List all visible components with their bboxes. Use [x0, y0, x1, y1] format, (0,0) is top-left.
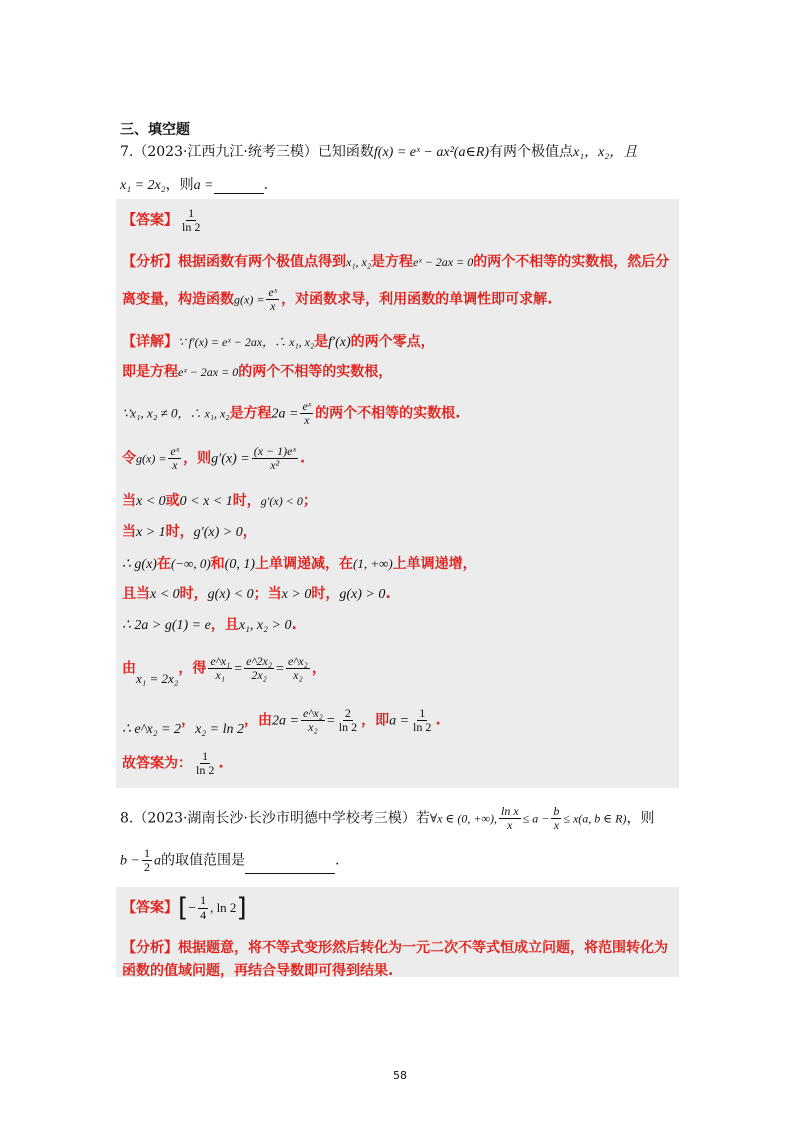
detail-text: 时，: [232, 493, 261, 509]
frac-num: e^2x₂: [246, 654, 273, 668]
analysis-math: g(x) =: [234, 292, 265, 307]
detail-frac: [337, 707, 359, 734]
detail-math: x₁, x₂ > 0: [238, 618, 292, 633]
detail-math: g′(x) =: [211, 451, 250, 467]
q8-line2: [120, 847, 339, 874]
detail-text: 是: [314, 334, 329, 350]
analysis-tag: 【分析】: [122, 940, 178, 956]
q8-frac: [499, 805, 521, 832]
detail-text: 当: [122, 524, 136, 540]
detail-math: ，∴ x₁, x₂: [177, 406, 230, 421]
frac-den: x: [553, 818, 560, 833]
frac-den: x₁: [215, 668, 226, 683]
q7-var: a =: [193, 178, 214, 193]
q7-prefix: 7.（2023·江西九江·统考三模）已知函数: [120, 144, 374, 160]
detail-text: ，: [242, 524, 257, 540]
q7-line1: [120, 141, 637, 161]
detail-text: 时，: [165, 524, 194, 540]
q8-answer: [122, 893, 247, 923]
frac-den: 2x₂: [251, 668, 267, 683]
detail-math: f′(x): [328, 335, 351, 350]
q8-blank: [245, 873, 335, 874]
detail-text: 的两个不相等的实数根，: [238, 364, 393, 380]
detail-text: 故答案为：: [122, 755, 192, 772]
frac-num: ln x: [501, 804, 519, 818]
detail-text: ；当: [253, 586, 282, 602]
page-number: 58: [393, 1069, 407, 1082]
detail-math: 2a =: [271, 406, 299, 422]
frac-den: x: [270, 299, 276, 314]
detail-text: 且当: [122, 586, 150, 602]
frac-den: ln 2: [338, 720, 358, 735]
detail-text: 或: [165, 493, 180, 509]
q8-ask: 的取值范围是: [160, 852, 245, 869]
answer-tag: 【答案】: [122, 900, 178, 916]
q7-line2: [120, 174, 268, 194]
analysis-math: eˣ − 2ax = 0: [413, 255, 474, 269]
right-bracket: ]: [236, 893, 247, 923]
detail-text: 上单调递减，在: [254, 556, 353, 572]
q8-frac: [551, 805, 561, 832]
detail-frac: [301, 707, 325, 734]
frac-num: e^x₁: [210, 654, 231, 668]
detail-text: ；: [302, 493, 317, 509]
detail-frac: [286, 655, 310, 682]
q7-mid: 有两个极值点: [489, 144, 574, 160]
answer-neg: −: [188, 901, 197, 916]
q7-analysis-line1: [122, 251, 669, 271]
analysis-text: ，对函数求导，利用函数的单调性即可求解.: [281, 291, 553, 308]
frac-num: 1: [202, 749, 209, 763]
analysis-text: 的两个不相等的实数根，然后分: [473, 254, 670, 270]
detail-math: g(x) =: [136, 451, 167, 466]
answer-rest: , ln 2: [210, 900, 237, 915]
detail-text: 在: [156, 556, 171, 572]
detail-text: 和: [210, 556, 225, 572]
detail-text: ，由: [243, 712, 272, 729]
detail-math: g(x) < 0: [207, 587, 254, 602]
q7-func: f(x) = eˣ − ax²(a∈R): [373, 145, 490, 160]
detail-text: 即是方程: [122, 364, 178, 380]
q7-detail-line3: [122, 400, 461, 427]
detail-math: eˣ − 2ax = 0: [178, 365, 239, 379]
detail-text: 的两个不相等的实数根.: [315, 405, 461, 422]
analysis-frac: [266, 286, 279, 313]
detail-text: 是方程: [229, 405, 272, 422]
q7-detail-line6: [122, 521, 257, 541]
detail-math: ，∴ x₁, x₂: [262, 335, 315, 349]
frac-den: 4: [200, 907, 207, 922]
frac-num: e^x₂: [287, 654, 308, 668]
detail-math: 2a =: [271, 713, 299, 729]
detail-text: 上单调递增，: [392, 556, 477, 572]
detail-text: .: [218, 755, 224, 772]
detail-text: 时，: [179, 586, 208, 602]
q8-analysis-line2: [122, 960, 393, 980]
detail-text: ，: [181, 712, 196, 729]
frac-num: 1: [143, 846, 150, 860]
detail-math: g′(x) < 0: [260, 494, 303, 508]
detail-text: 令: [122, 450, 136, 467]
detail-math: a =: [389, 713, 410, 729]
q7-analysis-line2: [122, 286, 552, 313]
detail-frac: [194, 750, 216, 777]
detail-math: x < 0: [150, 587, 180, 602]
q8-then: ，则: [626, 810, 655, 827]
analysis-text: 函数的值域问题，再结合导数即可得到结果.: [122, 963, 394, 979]
q7-ask: ，则: [165, 177, 194, 193]
q7-detail-line9: [122, 614, 297, 634]
detail-math: (0, 1): [224, 557, 255, 572]
frac-den: ln 2: [413, 720, 432, 735]
detail-text: ，得: [178, 660, 207, 677]
detail-math: x > 0: [281, 587, 312, 602]
frac-num: 1: [200, 893, 207, 908]
frac-num: eˣ: [268, 285, 278, 299]
left-bracket: [: [178, 893, 189, 923]
q8-expr: a: [153, 853, 161, 869]
detail-math: ∴ g(x): [122, 557, 157, 572]
detail-math: x < 0: [136, 494, 166, 509]
detail-math: x₁ = 2x₂: [136, 670, 179, 686]
q8-analysis-line1: [122, 937, 668, 957]
analysis-math: x₁, x₂: [346, 255, 371, 269]
q8-cond: ∀x ∈ (0, +∞),: [429, 811, 497, 826]
frac-den: ln 2: [182, 220, 201, 235]
detail-frac: [208, 655, 232, 682]
detail-frac: [252, 445, 298, 472]
analysis-text: 根据题意，将不等式变形然后转化为一元二次不等式恒成立问题，将范围转化为: [178, 940, 668, 956]
q8-tail: ≤ x(a, b ∈ R): [563, 811, 627, 826]
q7-end: .: [263, 177, 269, 193]
detail-math: ∵x₁, x₂ ≠ 0: [122, 405, 178, 421]
detail-text: .: [435, 712, 441, 729]
detail-text: ，且: [210, 617, 239, 633]
q7-detail-line5: [122, 490, 317, 510]
detail-frac: [411, 707, 433, 734]
q8-prefix: 8.（2023·湖南长沙·长沙市明德中学校考三模）若: [120, 810, 430, 827]
detail-text: .: [299, 450, 306, 467]
frac-num: eˣ: [170, 444, 180, 458]
frac-den: x: [304, 413, 310, 428]
q8-expr: b −: [120, 853, 140, 869]
frac-den: ln 2: [196, 763, 215, 778]
analysis-text: 是方程: [371, 254, 413, 270]
frac-num: 2: [344, 706, 351, 720]
detail-text: ，即: [361, 712, 390, 729]
detail-math: ∵ f′(x) = eˣ − 2ax: [178, 335, 263, 349]
q8-answer-frac: [198, 894, 208, 921]
detail-text: .: [291, 617, 297, 633]
q7-detail-line12: [122, 750, 224, 777]
q7-blank: [214, 193, 264, 194]
detail-text: 时，: [311, 586, 340, 602]
detail-math: x > 1: [136, 525, 166, 540]
detail-math: x₂ = ln 2: [195, 721, 244, 737]
detail-math: g(x) > 0: [339, 587, 386, 602]
detail-frac: [300, 400, 313, 427]
q7-detail-line10: 由x₁ = 2x₂，得 $\frac{\text{e\textasciicircum{}x₁}}{\text{x₁}}$ = $\frac{\text{e\textasciicircum{}2x₂}}{\text{2x₂}}$ = $\frac{\text{e\textasciicircum{}x₂}}{\text{x₂}}$ ，: [122, 654, 326, 686]
detail-math: ∴ 2a > g(1) = e: [122, 618, 211, 633]
q7-detail-line8: [122, 583, 391, 603]
analysis-text: 根据函数有两个极值点得到: [178, 254, 346, 270]
section-title: 三、填空题: [120, 122, 190, 138]
q7-detail-line7: [122, 553, 477, 573]
detail-text: 由: [122, 660, 136, 677]
q7-detail-line2: [122, 361, 392, 381]
frac-num: (x − 1)eˣ: [253, 444, 296, 458]
q8-end: .: [334, 852, 340, 869]
frac-den: x₂: [308, 720, 318, 735]
detail-math: g′(x) > 0: [193, 525, 243, 540]
analysis-text: 离变量，构造函数: [122, 291, 234, 308]
q7-answer-frac: [180, 207, 202, 234]
frac-num: e^x₂: [302, 706, 323, 720]
q8-mid: ≤ a −: [522, 811, 550, 826]
frac-den: x: [172, 458, 178, 473]
detail-text: 当: [122, 493, 136, 509]
analysis-tag: 【分析】: [122, 254, 178, 270]
frac-den: x: [507, 818, 513, 833]
detail-frac: [168, 445, 181, 472]
frac-num: 1: [419, 706, 426, 720]
frac-num: eˣ: [302, 399, 312, 413]
frac-den: x₂: [293, 668, 303, 683]
detail-text: .: [385, 586, 391, 602]
frac-num: b: [553, 804, 560, 818]
detail-text: ，: [311, 660, 326, 677]
detail-frac: [244, 655, 274, 682]
frac-den: 2: [143, 860, 150, 875]
detail-math: (1, +∞): [352, 556, 393, 571]
detail-tag: 【详解】: [122, 334, 178, 350]
detail-math: 0 < x < 1: [179, 494, 233, 509]
detail-text: ，则: [183, 450, 212, 467]
detail-math: ∴ e^x₂ = 2: [122, 721, 182, 737]
q7-detail-line4: [122, 445, 305, 472]
answer-tag: 【答案】: [122, 212, 178, 229]
frac-num: 1: [188, 206, 195, 220]
q8-frac: [142, 847, 152, 874]
q7-cond: x₁ = 2x₂: [120, 178, 166, 193]
frac-den: x²: [270, 458, 280, 473]
q8-line1: [120, 805, 654, 832]
q7-points: x₁，x₂，且: [573, 145, 638, 160]
detail-math: (−∞, 0): [170, 556, 211, 571]
q7-detail-line11: ∴ e^x₂ = 2，x₂ = ln 2，由2a = $\frac{\text{e\textasciicircum{}x₂}}{\text{x₂}}$ = $\frac{2}{\ln 2}$ ，即a = $\frac{1}{\ln 2}$ .: [122, 706, 441, 737]
detail-text: 的两个零点，: [350, 334, 435, 350]
q7-detail-line1: [122, 331, 435, 351]
q7-answer: [122, 207, 204, 234]
